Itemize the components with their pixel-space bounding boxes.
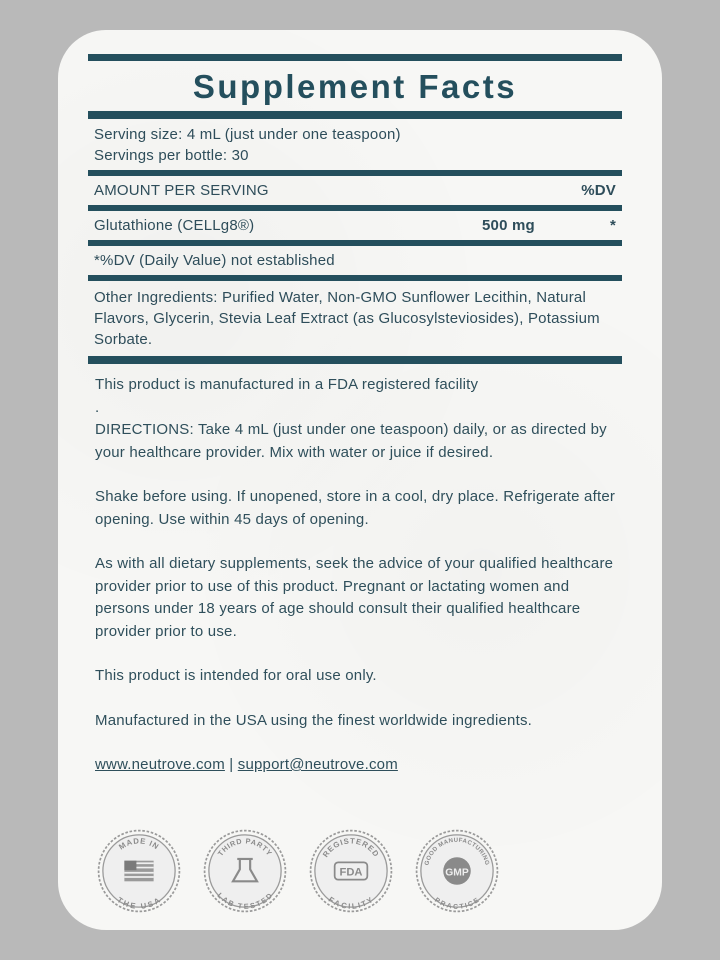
badge-top-text: GOOD MANUFACTURING — [424, 837, 490, 867]
fda-statement: This product is manufactured in a FDA registered facility — [95, 376, 479, 393]
badge-center-text: GMP — [445, 867, 469, 879]
serving-info — [88, 119, 622, 170]
divider — [88, 54, 622, 61]
lab-tested-badge — [202, 828, 288, 914]
badge-top-text: MADE IN — [117, 836, 161, 852]
ingredient-name: Glutathione (CELLg8®) — [94, 217, 255, 234]
made-in-usa-badge — [96, 828, 182, 914]
ingredient-amount: 500 mg — [482, 217, 535, 234]
amount-header: AMOUNT PER SERVING — [94, 182, 269, 199]
fda-dot: . — [95, 398, 100, 416]
made-in-usa-note: Manufactured in the USA using the finest worldwide ingredients. — [95, 711, 533, 729]
badge-top-text: THIRD PARTY — [215, 836, 275, 858]
storage-instructions: Shake before using. If unopened, store in a cool, dry place. Refrigerate after opening. Use within 45 days of opening. — [95, 488, 616, 528]
directions: DIRECTIONS: Take 4 mL (just under one teaspoon) daily, or as directed by your healthcare provider. Mix with water or juice if desired. — [95, 421, 607, 461]
dv-note: *%DV (Daily Value) not established — [94, 252, 335, 269]
label-card — [58, 30, 662, 930]
oral-use-note: This product is intended for oral use only. — [95, 667, 377, 684]
servings-per-bottle: Servings per bottle: 30 — [94, 147, 249, 164]
gmp-icon — [443, 857, 471, 885]
amount-header-row — [88, 176, 622, 205]
email-link[interactable]: support@neutrove.com — [237, 756, 398, 773]
other-ingredients: Other Ingredients: Purified Water, Non-GMO Sunflower Lecithin, Natural Flavors, Glycerin, Stevia Leaf Extract (as Glucosylsteviosides), Potassium Sorbate. — [94, 289, 600, 348]
panel-title: Supplement Facts — [192, 68, 518, 105]
website-link[interactable]: www.neutrove.com — [95, 756, 225, 773]
badge-bottom-text: THE USA — [115, 895, 163, 911]
badge-bottom-text: LAB TESTED — [215, 890, 275, 911]
badge-center-text: FDA — [339, 866, 363, 879]
info-text — [95, 374, 625, 799]
contact-links — [95, 754, 625, 777]
divider — [88, 356, 622, 364]
warning: As with all dietary supplements, seek the advice of your qualified healthcare provider prior to use of this product. Pregnant or lactating women and persons under 18 years of age should consult their qualified healthcare provider prior to use. — [95, 555, 614, 640]
badge-bottom-text: FACILITY — [326, 894, 376, 911]
serving-size: Serving size: 4 mL (just under one teaspoon) — [94, 126, 401, 143]
fda-registered-badge — [308, 828, 394, 914]
dv-header: %DV — [581, 182, 616, 199]
usa-flag-icon — [124, 861, 153, 882]
badge-bottom-text: PRACTICE — [433, 896, 481, 911]
link-separator: | — [224, 756, 238, 773]
ingredient-row — [88, 211, 622, 240]
gmp-badge — [414, 828, 500, 914]
ingredient-dv: * — [609, 217, 616, 234]
supplement-facts-panel — [88, 54, 622, 364]
certification-badges — [96, 828, 500, 914]
badge-top-text: REGISTERED — [320, 836, 382, 859]
divider — [88, 111, 622, 119]
